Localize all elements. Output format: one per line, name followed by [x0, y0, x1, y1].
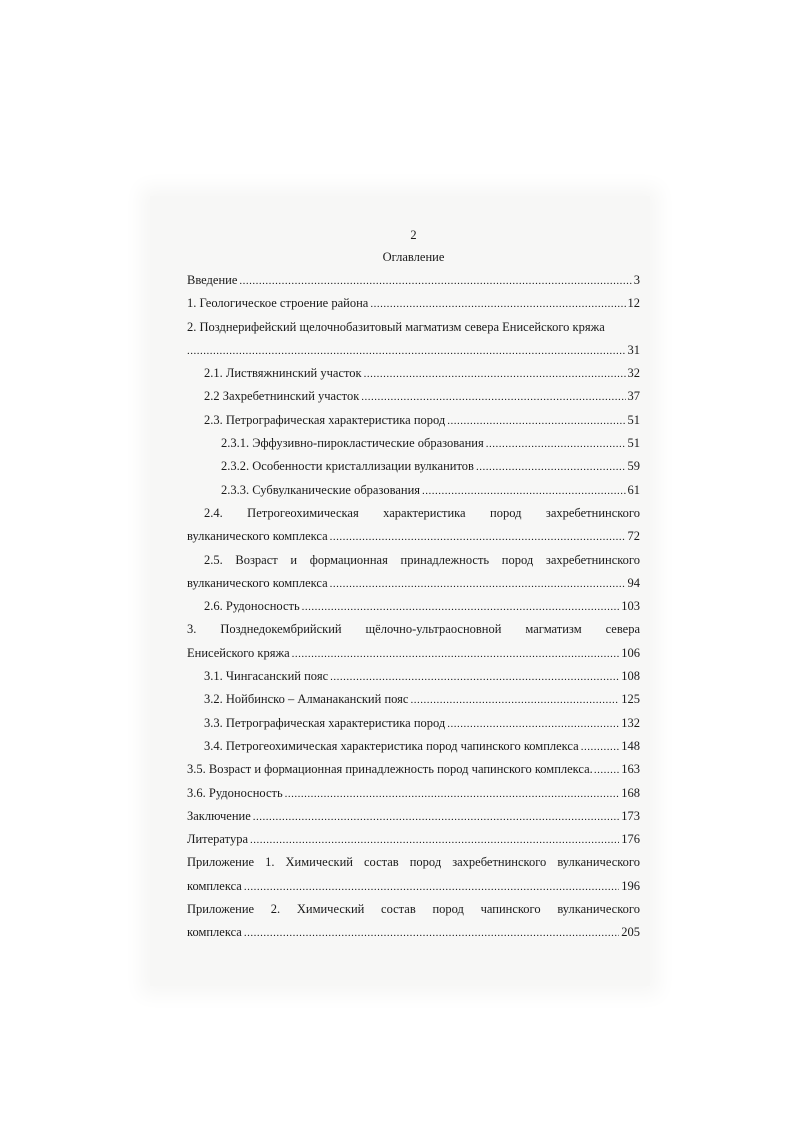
toc-leader — [370, 293, 625, 316]
toc-entry-label: 2. Позднерифейский щелочнобазитовый магматизм севера Енисейского кряжа — [187, 319, 605, 334]
toc-entry-2-1[interactable] — [187, 362, 640, 385]
toc-entry-intro[interactable] — [187, 269, 640, 292]
toc-leader — [253, 806, 620, 829]
toc-entry-label: 3.2. Нойбинско – Алманаканский пояс — [204, 692, 409, 707]
toc-page-number: 94 — [627, 575, 640, 590]
toc-entry-2-5-cont[interactable] — [187, 572, 640, 595]
toc-entry-conclusion[interactable] — [187, 805, 640, 828]
toc-entry-label: 3.3. Петрографическая характеристика пород — [204, 715, 446, 730]
toc-entry-2-5[interactable] — [187, 549, 640, 572]
toc-entry-2-6[interactable] — [187, 595, 640, 618]
toc-leader — [581, 736, 620, 759]
toc-entry-label: Приложение 1. Химический состав пород захребетнинского вулканического — [187, 855, 640, 870]
toc-entry-label: 3.6. Рудоносность — [187, 785, 283, 800]
toc-entry-chapter-1[interactable] — [187, 292, 640, 315]
toc-page-number: 163 — [621, 762, 640, 777]
toc-entry-2-2[interactable] — [187, 385, 640, 408]
toc-page-number: 72 — [627, 529, 640, 544]
toc-entry-3-6[interactable] — [187, 782, 640, 805]
toc-entry-label: Приложение 2. Химический состав пород чапинского вулканического — [187, 902, 640, 917]
toc-entry-label: 3.1. Чингасанский пояс — [204, 669, 329, 684]
toc-leader — [330, 666, 619, 689]
toc-entry-2-3-1[interactable] — [187, 432, 640, 455]
toc-entry-3-3[interactable] — [187, 712, 640, 735]
toc-entry-appendix-2[interactable] — [187, 898, 640, 921]
toc-entry-label: Енисейского кряжа — [187, 645, 290, 660]
toc-entry-literature[interactable] — [187, 828, 640, 851]
toc-entry-label: комплекса — [187, 925, 242, 940]
toc-entry-label: 2.4. Петрогеохимическая характеристика пород захребетнинского — [204, 505, 640, 520]
toc-entry-2-4[interactable] — [187, 502, 640, 525]
toc-leader — [244, 922, 619, 945]
toc-entry-label: 2.3. Петрографическая характеристика пород — [204, 412, 446, 427]
toc-page-number: 37 — [627, 389, 640, 404]
toc-entry-label: комплекса — [187, 878, 242, 893]
toc-page-number: 108 — [621, 669, 640, 684]
toc-leader — [302, 596, 620, 619]
toc-leader — [447, 410, 625, 433]
toc-entry-label: Введение — [187, 273, 238, 287]
toc-entry-label: 3. Позднедокембрийский щёлочно-ультраосновной магматизм севера — [187, 622, 640, 637]
toc-entry-label: вулканического комплекса — [187, 575, 328, 590]
toc-title: Оглавление — [382, 250, 445, 264]
toc-entry-appendix-1-cont[interactable] — [187, 875, 640, 898]
toc-leader — [285, 783, 620, 806]
toc-leader — [250, 829, 619, 852]
toc-entry-2-3-2[interactable] — [187, 455, 640, 478]
toc-leader — [244, 876, 619, 899]
toc-page-number: 125 — [621, 692, 640, 707]
toc-page-number: 168 — [621, 785, 640, 800]
toc-entry-chapter-3[interactable] — [187, 618, 640, 641]
toc-leader — [476, 456, 626, 479]
toc-page-number: 51 — [627, 412, 640, 427]
toc-page-number: 173 — [621, 808, 640, 823]
toc-entry-2-4-cont[interactable] — [187, 525, 640, 548]
toc-page-number: 106 — [621, 645, 640, 660]
toc-entry-chapter-2-cont[interactable] — [187, 339, 640, 362]
toc-page-number: 3 — [633, 273, 640, 287]
toc-entry-3-4[interactable] — [187, 735, 640, 758]
toc-leader — [486, 433, 626, 456]
toc-page-number: 12 — [627, 296, 640, 311]
toc-page-number: 148 — [621, 738, 640, 753]
toc-leader — [330, 526, 626, 549]
toc-leader — [330, 573, 626, 596]
toc-entry-label: 1. Геологическое строение района — [187, 296, 369, 311]
toc-entry-label: 2.5. Возраст и формационная принадлежность пород захребетнинского — [204, 552, 640, 567]
toc-entry-appendix-2-cont[interactable] — [187, 921, 640, 944]
toc-entry-3-2[interactable] — [187, 688, 640, 711]
toc-page-number: 103 — [621, 599, 640, 614]
toc-page-number: 61 — [627, 482, 640, 497]
toc-leader — [292, 643, 620, 666]
toc-entry-label: 3.5. Возраст и формационная принадлежность пород чапинского комплекса. — [187, 762, 593, 777]
toc-page-number: 59 — [627, 459, 640, 474]
toc-entry-chapter-3-cont[interactable] — [187, 642, 640, 665]
toc-page-number: 132 — [621, 715, 640, 730]
toc-entry-3-5[interactable] — [187, 758, 640, 781]
toc-page-number: 31 — [627, 342, 640, 357]
toc-entry-2-3[interactable] — [187, 409, 640, 432]
toc-leader — [422, 480, 625, 503]
toc-page-number: 205 — [621, 925, 640, 940]
toc-page-number: 196 — [621, 878, 640, 893]
toc-page-number: 51 — [627, 436, 640, 451]
toc-entry-label: 2.6. Рудоносность — [204, 599, 300, 614]
toc-leader — [364, 363, 626, 386]
toc-leader — [239, 270, 631, 293]
toc-leader — [447, 713, 619, 736]
toc-entry-label: 2.2 Захребетнинский участок — [204, 389, 360, 404]
toc-leader — [361, 386, 625, 409]
toc-entry-label: 3.4. Петрогеохимическая характеристика пород чапинского комплекса — [204, 738, 579, 753]
toc-entry-label: 2.3.1. Эффузивно-пирокластические образования — [221, 436, 484, 451]
toc-entry-3-1[interactable] — [187, 665, 640, 688]
table-of-contents — [187, 226, 640, 945]
toc-entry-chapter-2[interactable] — [187, 316, 640, 339]
toc-page-number: 32 — [627, 366, 640, 381]
toc-entry-label: Литература — [187, 832, 248, 847]
toc-entry-label: 2.3.2. Особенности кристаллизации вулканитов — [221, 459, 474, 474]
toc-entry-appendix-1[interactable] — [187, 851, 640, 874]
toc-entry-label: 2.1. Листвяжнинский участок — [204, 366, 362, 381]
page-number: 2 — [410, 228, 417, 242]
toc-leader — [594, 759, 620, 782]
toc-entry-2-3-3[interactable] — [187, 479, 640, 502]
toc-page-number: 176 — [621, 832, 640, 847]
toc-entry-label: 2.3.3. Субвулканические образования — [221, 482, 421, 497]
toc-leader — [410, 689, 619, 712]
toc-entry-label: вулканического комплекса — [187, 529, 328, 544]
toc-leader — [187, 340, 626, 363]
toc-entry-label: Заключение — [187, 808, 251, 823]
